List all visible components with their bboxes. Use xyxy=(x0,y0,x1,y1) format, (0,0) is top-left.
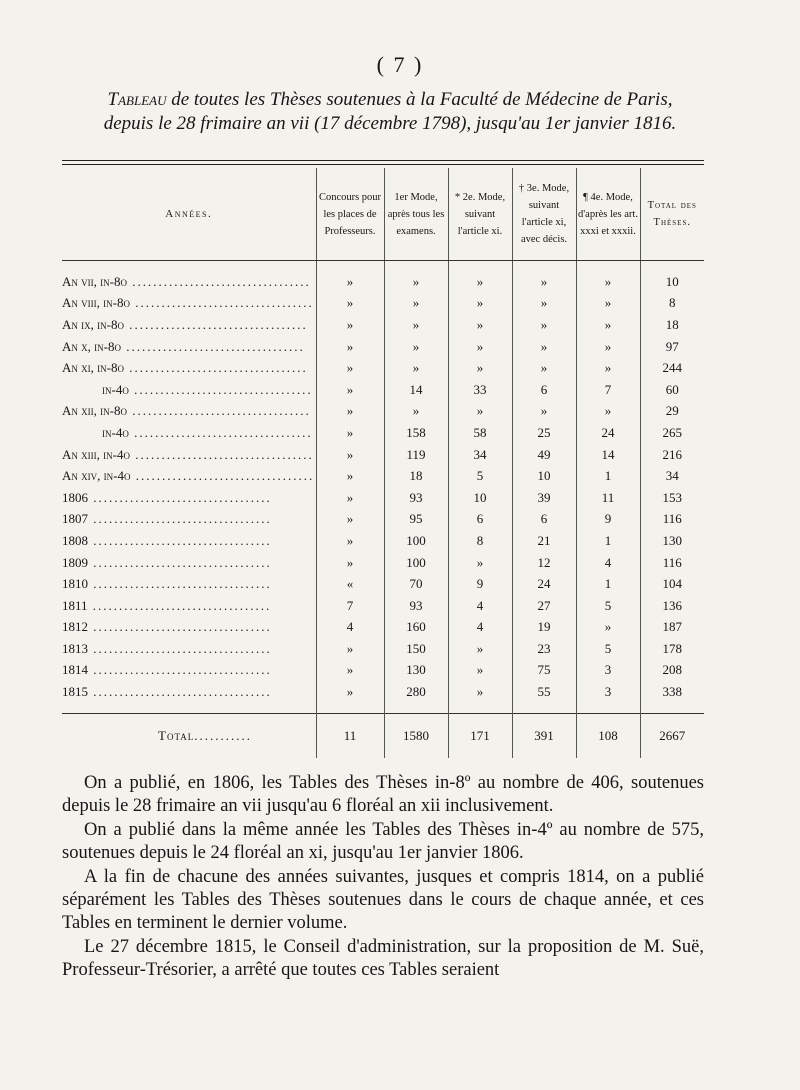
top-rule-thick xyxy=(62,160,704,161)
cell-mode2: » xyxy=(448,336,512,358)
cell-concours: » xyxy=(316,487,384,509)
cell-mode4: 24 xyxy=(576,422,640,444)
leader-dots: ........... xyxy=(194,727,252,743)
title-line-2: depuis le 28 frimaire an vii (17 décembre 1798), jusqu'au 1er janvier 1816. xyxy=(103,113,677,134)
leader-dots: .................................. xyxy=(130,468,315,484)
header-mode-4: ¶ 4e. Mode, d'après les art. xxxi et xxxii. xyxy=(576,168,640,261)
cell-mode1: » xyxy=(384,357,448,379)
table-row xyxy=(62,444,704,466)
cell-mode2: 5 xyxy=(448,465,512,487)
year-label: 1808 xyxy=(62,532,88,548)
table-row xyxy=(62,314,704,336)
leader-dots: .................................. xyxy=(129,446,314,462)
leader-dots: .................................. xyxy=(88,640,272,656)
leader-dots: .................................. xyxy=(88,684,272,700)
cell-concours: » xyxy=(316,444,384,466)
cell-mode1: 100 xyxy=(384,530,448,552)
year-cell xyxy=(62,271,316,293)
cell-total: 187 xyxy=(640,617,704,639)
cell-mode3: 25 xyxy=(512,422,576,444)
year-cell xyxy=(62,660,316,682)
cell-mode3: » xyxy=(512,357,576,379)
table-row xyxy=(62,552,704,574)
table-row xyxy=(62,357,704,379)
year-label: in-4o xyxy=(102,381,129,397)
cell-mode4: 1 xyxy=(576,530,640,552)
leader-dots: .................................. xyxy=(123,360,308,376)
year-cell xyxy=(62,379,316,401)
cell-mode4: » xyxy=(576,401,640,423)
cell-mode2: 33 xyxy=(448,379,512,401)
cell-total: 338 xyxy=(640,681,704,703)
paragraph-4: Le 27 décembre 1815, le Conseil d'administration, sur la proposition de M. Suë, Professeur-Trésorier, a arrêté que toutes ces Tables seraient xyxy=(62,936,704,981)
cell-concours: » xyxy=(316,681,384,703)
cell-mode3: » xyxy=(512,401,576,423)
year-label: 1809 xyxy=(62,554,88,570)
year-label: 1807 xyxy=(62,511,88,527)
year-cell xyxy=(62,509,316,531)
total-mode-2: 171 xyxy=(448,713,512,758)
cell-mode4: » xyxy=(576,293,640,315)
cell-mode1: 100 xyxy=(384,552,448,574)
cell-mode2: » xyxy=(448,293,512,315)
cell-total: 29 xyxy=(640,401,704,423)
cell-concours: 4 xyxy=(316,617,384,639)
cell-mode3: 39 xyxy=(512,487,576,509)
cell-concours: 7 xyxy=(316,595,384,617)
table-row xyxy=(62,509,704,531)
cell-mode4: 9 xyxy=(576,509,640,531)
year-cell xyxy=(62,638,316,660)
table-row xyxy=(62,487,704,509)
leader-dots: .................................. xyxy=(126,403,311,419)
cell-mode2: 9 xyxy=(448,573,512,595)
cell-concours: » xyxy=(316,379,384,401)
cell-mode4: 11 xyxy=(576,487,640,509)
leader-dots: .................................. xyxy=(88,532,272,548)
cell-mode4: 1 xyxy=(576,465,640,487)
cell-mode4: 3 xyxy=(576,681,640,703)
cell-mode3: 10 xyxy=(512,465,576,487)
cell-mode2: » xyxy=(448,660,512,682)
leader-dots: .................................. xyxy=(128,424,313,440)
year-label: An xii, in-8o xyxy=(62,403,127,419)
year-label: An xi, in-8o xyxy=(62,360,124,376)
leader-dots: .................................. xyxy=(88,576,272,592)
table-row xyxy=(62,465,704,487)
year-label: 1806 xyxy=(62,489,88,505)
cell-mode1: 130 xyxy=(384,660,448,682)
cell-total: 97 xyxy=(640,336,704,358)
cell-mode1: 280 xyxy=(384,681,448,703)
leader-dots: .................................. xyxy=(123,316,308,332)
table-row xyxy=(62,573,704,595)
year-label: 1815 xyxy=(62,684,88,700)
cell-total: 10 xyxy=(640,271,704,293)
table-row xyxy=(62,660,704,682)
page-number: ( 7 ) xyxy=(376,52,424,77)
cell-mode1: » xyxy=(384,271,448,293)
cell-concours: « xyxy=(316,573,384,595)
cell-mode1: 160 xyxy=(384,617,448,639)
cell-mode3: 19 xyxy=(512,617,576,639)
cell-concours: » xyxy=(316,509,384,531)
year-label: 1811 xyxy=(62,597,88,613)
leader-dots: .................................. xyxy=(88,554,272,570)
year-label: An xiv, in-4o xyxy=(62,468,131,484)
cell-mode2: » xyxy=(448,271,512,293)
cell-total: 244 xyxy=(640,357,704,379)
cell-mode4: 7 xyxy=(576,379,640,401)
cell-mode2: 8 xyxy=(448,530,512,552)
cell-mode2: » xyxy=(448,357,512,379)
cell-mode1: » xyxy=(384,336,448,358)
table-row xyxy=(62,271,704,293)
leader-dots: .................................. xyxy=(87,597,272,613)
theses-table xyxy=(62,168,704,758)
cell-concours: » xyxy=(316,422,384,444)
cell-total: 208 xyxy=(640,660,704,682)
cell-mode1: » xyxy=(384,314,448,336)
cell-mode4: » xyxy=(576,314,640,336)
cell-mode1: 95 xyxy=(384,509,448,531)
table-title xyxy=(60,88,720,136)
table-row xyxy=(62,595,704,617)
table-row xyxy=(62,336,704,358)
cell-mode4: » xyxy=(576,271,640,293)
spacer-row xyxy=(62,261,704,272)
cell-mode2: » xyxy=(448,314,512,336)
year-label: An viii, in-8o xyxy=(62,295,130,311)
cell-mode3: 75 xyxy=(512,660,576,682)
cell-concours: » xyxy=(316,660,384,682)
header-years: Années. xyxy=(62,168,316,261)
header-total: Total des Thèses. xyxy=(640,168,704,261)
cell-concours: » xyxy=(316,465,384,487)
cell-total: 116 xyxy=(640,552,704,574)
year-label: An ix, in-8o xyxy=(62,316,124,332)
cell-total: 130 xyxy=(640,530,704,552)
year-cell xyxy=(62,487,316,509)
cell-total: 104 xyxy=(640,573,704,595)
cell-total: 18 xyxy=(640,314,704,336)
leader-dots: .................................. xyxy=(88,489,272,505)
header-mode-3: † 3e. Mode, suivant l'article xi, avec décis. xyxy=(512,168,576,261)
table-row xyxy=(62,617,704,639)
table-row xyxy=(62,681,704,703)
cell-mode2: 6 xyxy=(448,509,512,531)
year-cell xyxy=(62,444,316,466)
cell-mode1: 158 xyxy=(384,422,448,444)
cell-concours: » xyxy=(316,638,384,660)
cell-concours: » xyxy=(316,552,384,574)
header-mode-1: 1er Mode, après tous les examens. xyxy=(384,168,448,261)
title-lead-word: Tableau xyxy=(107,89,167,110)
year-label: An x, in-8o xyxy=(62,338,121,354)
cell-mode4: 14 xyxy=(576,444,640,466)
top-rule-thin xyxy=(62,164,704,165)
cell-mode3: 12 xyxy=(512,552,576,574)
cell-mode3: » xyxy=(512,293,576,315)
cell-mode1: 93 xyxy=(384,487,448,509)
cell-mode3: 23 xyxy=(512,638,576,660)
year-label: 1812 xyxy=(62,619,88,635)
cell-total: 265 xyxy=(640,422,704,444)
cell-concours: » xyxy=(316,314,384,336)
cell-mode3: » xyxy=(512,314,576,336)
year-cell xyxy=(62,465,316,487)
leader-dots: .................................. xyxy=(120,338,305,354)
leader-dots: .................................. xyxy=(88,619,272,635)
paragraph-1: On a publié, en 1806, les Tables des Thèses in-8º au nombre de 406, soutenues depuis le 28 frimaire an vii jusqu'au 6 floréal an xii inclusivement. xyxy=(62,773,704,817)
cell-mode3: 24 xyxy=(512,573,576,595)
year-label: in-4o xyxy=(102,424,129,440)
title-line-1 xyxy=(60,88,720,112)
year-cell xyxy=(62,552,316,574)
cell-mode1: 150 xyxy=(384,638,448,660)
spacer-row xyxy=(62,703,704,714)
year-cell xyxy=(62,314,316,336)
year-label: An vii, in-8o xyxy=(62,273,127,289)
cell-mode4: 3 xyxy=(576,660,640,682)
cell-mode2: 58 xyxy=(448,422,512,444)
cell-mode2: 4 xyxy=(448,595,512,617)
cell-concours: » xyxy=(316,357,384,379)
year-label: 1813 xyxy=(62,640,88,656)
cell-mode2: 10 xyxy=(448,487,512,509)
cell-mode2: 34 xyxy=(448,444,512,466)
total-mode-3: 391 xyxy=(512,713,576,758)
year-label: 1810 xyxy=(62,576,88,592)
cell-mode4: 5 xyxy=(576,638,640,660)
paragraph-3: A la fin de chacune des années suivantes, jusques et compris 1814, on a publié séparément les Tables des Thèses soutenues dans le cours de chaque année, et ces Tables en terminent le dernier volume. xyxy=(62,866,704,934)
cell-total: 216 xyxy=(640,444,704,466)
cell-concours: » xyxy=(316,271,384,293)
total-label: Total xyxy=(158,727,195,743)
cell-mode4: » xyxy=(576,617,640,639)
cell-total: 178 xyxy=(640,638,704,660)
header-concours: Concours pour les places de Professeurs. xyxy=(316,168,384,261)
cell-mode2: » xyxy=(448,638,512,660)
total-label-cell xyxy=(62,713,316,758)
cell-total: 153 xyxy=(640,487,704,509)
cell-mode3: 49 xyxy=(512,444,576,466)
cell-mode2: » xyxy=(448,401,512,423)
body-text xyxy=(62,772,704,983)
cell-mode3: 27 xyxy=(512,595,576,617)
total-concours: 11 xyxy=(316,713,384,758)
table-row xyxy=(62,530,704,552)
cell-mode4: 4 xyxy=(576,552,640,574)
table-row xyxy=(62,422,704,444)
year-label: 1814 xyxy=(62,662,88,678)
cell-mode1: 70 xyxy=(384,573,448,595)
leader-dots: .................................. xyxy=(128,381,313,397)
year-cell xyxy=(62,595,316,617)
cell-mode4: 1 xyxy=(576,573,640,595)
header-mode-2: * 2e. Mode, suivant l'article xi. xyxy=(448,168,512,261)
table-row xyxy=(62,293,704,315)
cell-mode3: » xyxy=(512,336,576,358)
cell-total: 116 xyxy=(640,509,704,531)
cell-total: 34 xyxy=(640,465,704,487)
cell-mode3: 55 xyxy=(512,681,576,703)
cell-total: 136 xyxy=(640,595,704,617)
cell-total: 8 xyxy=(640,293,704,315)
cell-mode1: 93 xyxy=(384,595,448,617)
leader-dots: .................................. xyxy=(129,295,314,311)
cell-total: 60 xyxy=(640,379,704,401)
cell-mode4: » xyxy=(576,357,640,379)
cell-mode3: 6 xyxy=(512,509,576,531)
year-cell xyxy=(62,336,316,358)
table-body xyxy=(62,261,704,703)
cell-mode1: » xyxy=(384,293,448,315)
year-cell xyxy=(62,357,316,379)
cell-mode3: » xyxy=(512,271,576,293)
leader-dots: .................................. xyxy=(88,662,272,678)
year-cell xyxy=(62,681,316,703)
cell-mode2: » xyxy=(448,552,512,574)
year-cell xyxy=(62,422,316,444)
cell-mode1: 14 xyxy=(384,379,448,401)
cell-mode1: » xyxy=(384,401,448,423)
cell-mode4: 5 xyxy=(576,595,640,617)
cell-mode3: 21 xyxy=(512,530,576,552)
leader-dots: .................................. xyxy=(88,511,272,527)
cell-mode2: » xyxy=(448,681,512,703)
cell-concours: » xyxy=(316,336,384,358)
year-cell xyxy=(62,401,316,423)
cell-mode1: 119 xyxy=(384,444,448,466)
total-mode-1: 1580 xyxy=(384,713,448,758)
table-row xyxy=(62,379,704,401)
paragraph-2: On a publié dans la même année les Tables des Thèses in-4º au nombre de 575, soutenues depuis le 24 floréal an xi, jusqu'au 1er janvier 1806. xyxy=(62,819,704,864)
cell-concours: » xyxy=(316,401,384,423)
year-cell xyxy=(62,293,316,315)
year-cell xyxy=(62,617,316,639)
table-row xyxy=(62,401,704,423)
cell-mode3: 6 xyxy=(512,379,576,401)
table-total-row xyxy=(62,713,704,758)
table-header-row xyxy=(62,168,704,261)
year-cell xyxy=(62,530,316,552)
cell-concours: » xyxy=(316,293,384,315)
year-label: An xiii, in-4o xyxy=(62,446,130,462)
total-total: 2667 xyxy=(640,713,704,758)
table-row xyxy=(62,638,704,660)
cell-concours: » xyxy=(316,530,384,552)
leader-dots: .................................. xyxy=(126,273,311,289)
cell-mode1: 18 xyxy=(384,465,448,487)
year-cell xyxy=(62,573,316,595)
total-mode-4: 108 xyxy=(576,713,640,758)
title-line-1-rest: de toutes les Thèses soutenues à la Faculté de Médecine de Paris, xyxy=(166,89,673,110)
cell-mode2: 4 xyxy=(448,617,512,639)
cell-mode4: » xyxy=(576,336,640,358)
